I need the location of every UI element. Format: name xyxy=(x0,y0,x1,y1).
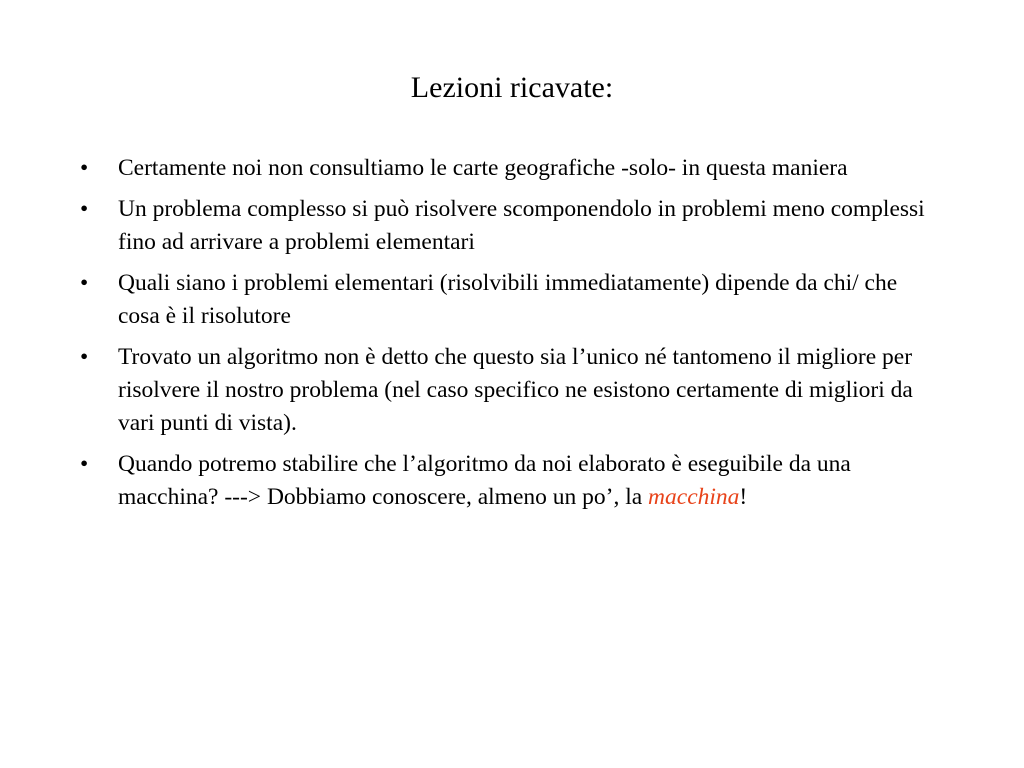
bullet-item xyxy=(80,193,940,259)
bullet-icon: • xyxy=(80,155,89,181)
bullet-icon: • xyxy=(80,196,89,222)
bullet-item xyxy=(80,267,940,333)
bullet-text-after: ! xyxy=(739,484,748,510)
bullet-icon: • xyxy=(80,344,89,370)
bullet-text: Quali siano i problemi elementari (risolvibili immediatamente) dipende da chi/ che cosa è il risolutore xyxy=(118,270,898,329)
bullet-item xyxy=(80,341,940,440)
highlighted-word: macchina xyxy=(648,484,740,510)
bullet-text xyxy=(118,448,940,514)
slide-title: Lezioni ricavate: xyxy=(410,71,614,104)
bullet-icon: • xyxy=(80,451,89,477)
bullet-text: Certamente noi non consultiamo le carte geografiche -solo- in questa maniera xyxy=(118,155,848,181)
bullet-text: Trovato un algoritmo non è detto che questo sia l’unico né tantomeno il migliore per risolvere il nostro problema (nel caso specifico ne esistono certamente di migliori da vari punti di vista). xyxy=(118,344,913,436)
bullet-text: Un problema complesso si può risolvere scomponendolo in problemi meno complessi fino ad arrivare a problemi elementari xyxy=(118,196,925,255)
bullet-icon: • xyxy=(80,270,89,296)
bullet-item xyxy=(80,152,940,185)
bullet-list xyxy=(80,152,940,522)
bullet-item xyxy=(80,448,940,514)
bullet-text-before: Quando potremo stabilire che l’algoritmo da noi elaborato è eseguibile da una macchina? ---> Dobbiamo conoscere, almeno un po’, la xyxy=(118,451,851,510)
